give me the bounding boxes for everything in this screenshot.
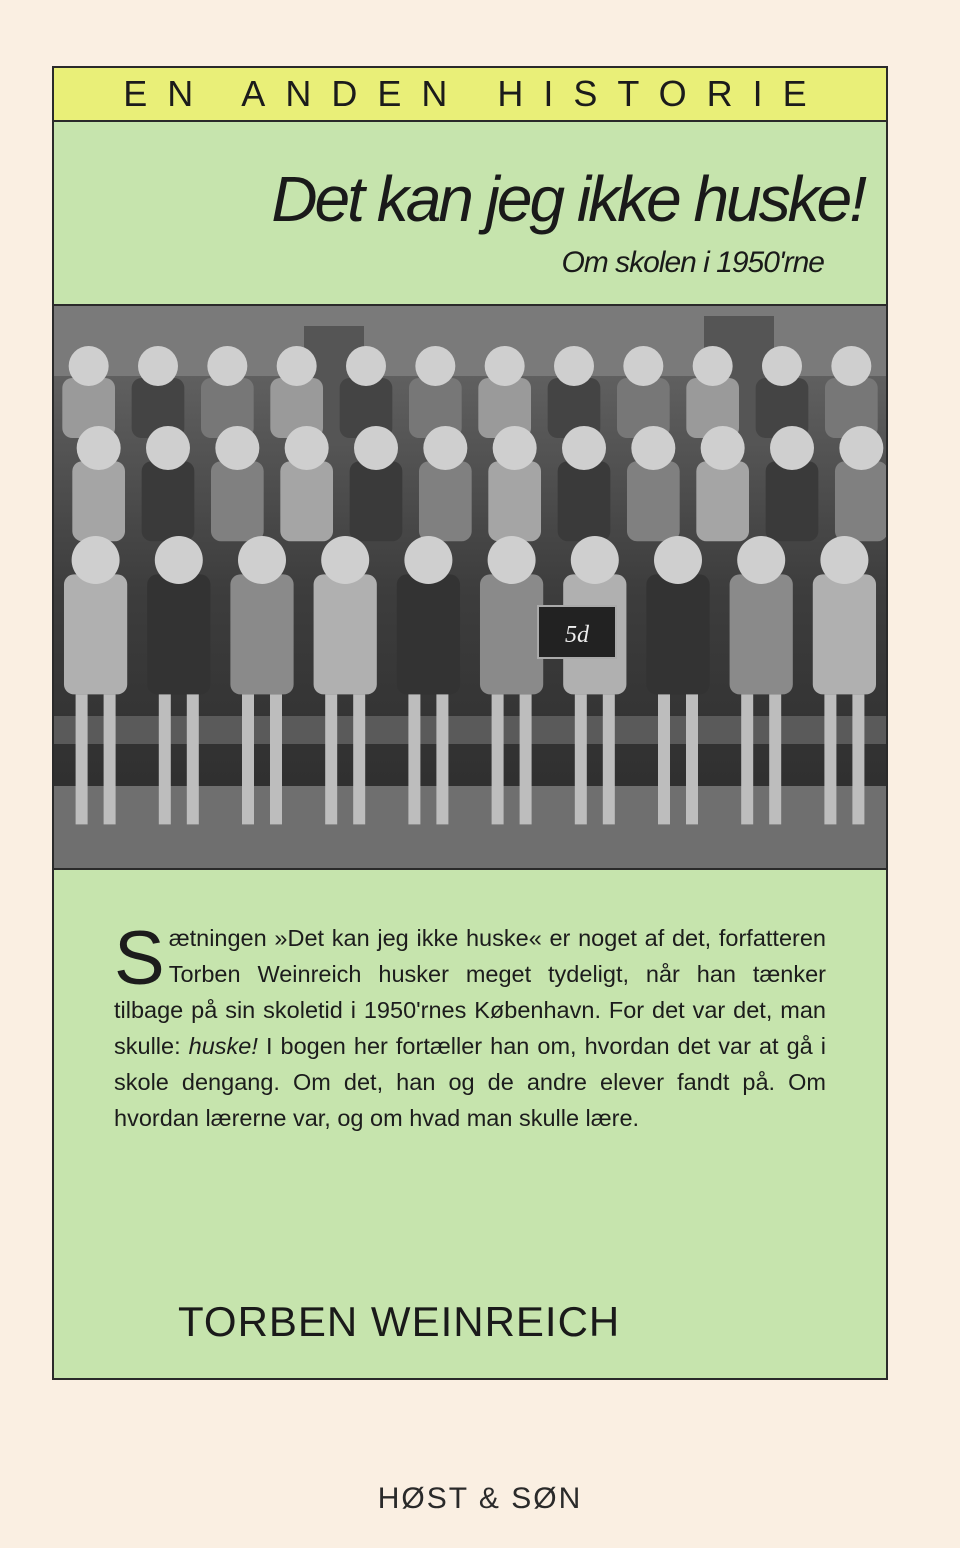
class-photo-image — [54, 306, 886, 870]
class-slate — [538, 606, 616, 658]
child-leg — [408, 694, 420, 824]
child-face — [493, 426, 537, 470]
child-figure — [488, 461, 541, 541]
child-figure — [280, 461, 333, 541]
child-leg — [187, 694, 199, 824]
slate-label: 5d — [565, 622, 589, 648]
child-face — [631, 426, 675, 470]
child-leg — [769, 694, 781, 824]
child-leg — [270, 694, 282, 824]
child-leg — [242, 694, 254, 824]
child-face — [404, 536, 452, 584]
blurb-text-2: I bogen her fortæller han om, hvordan det var at gå i skole dengang. Om det, han og de andre elever fandt på. Om hvordan lærerne var, og om hvad man skulle lære. — [114, 1033, 826, 1131]
child-face — [820, 536, 868, 584]
child-leg — [741, 694, 753, 824]
child-figure — [142, 461, 195, 541]
child-leg — [658, 694, 670, 824]
child-figure — [230, 574, 293, 694]
child-face — [701, 426, 745, 470]
child-face — [321, 536, 369, 584]
child-leg — [520, 694, 532, 824]
child-face — [562, 426, 606, 470]
blurb-dropcap: S — [114, 916, 165, 1001]
child-face — [238, 536, 286, 584]
child-leg — [325, 694, 337, 824]
child-face — [571, 536, 619, 584]
child-figure — [419, 461, 472, 541]
child-face — [354, 426, 398, 470]
child-figure — [766, 461, 819, 541]
child-figure — [397, 574, 460, 694]
child-leg — [492, 694, 504, 824]
child-figure — [696, 461, 749, 541]
child-face — [737, 536, 785, 584]
child-leg — [603, 694, 615, 824]
child-face — [207, 346, 247, 386]
child-leg — [104, 694, 116, 824]
child-face — [215, 426, 259, 470]
child-face — [138, 346, 178, 386]
child-face — [77, 426, 121, 470]
child-face — [423, 426, 467, 470]
child-leg — [159, 694, 171, 824]
child-face — [285, 426, 329, 470]
child-figure — [813, 574, 876, 694]
child-leg — [353, 694, 365, 824]
child-figure — [627, 461, 680, 541]
child-face — [554, 346, 594, 386]
author-name: TORBEN WEINREICH — [178, 1298, 621, 1345]
child-face — [831, 346, 871, 386]
child-figure — [646, 574, 709, 694]
child-face — [488, 536, 536, 584]
child-leg — [852, 694, 864, 824]
child-leg — [824, 694, 836, 824]
child-face — [415, 346, 455, 386]
child-leg — [76, 694, 88, 824]
child-face — [277, 346, 317, 386]
child-face — [839, 426, 883, 470]
book-subtitle: Om skolen i 1950'rne — [561, 246, 824, 279]
blurb-text-1: ætningen »Det kan jeg ikke huske« er noget af det, forfatteren Torben Weinreich husker meget tydeligt, når han tænker tilbage på sin skoletid i 1950'rnes København. For det var det, man skulle: — [114, 925, 826, 1059]
child-figure — [147, 574, 210, 694]
cover-frame — [52, 66, 888, 1380]
child-leg — [686, 694, 698, 824]
child-leg — [436, 694, 448, 824]
series-band — [54, 68, 886, 122]
blurb-emphasis: huske! — [188, 1033, 258, 1059]
child-figure — [730, 574, 793, 694]
child-figure — [64, 574, 127, 694]
child-face — [72, 536, 120, 584]
child-figure — [211, 461, 264, 541]
child-leg — [575, 694, 587, 824]
child-figure — [72, 461, 125, 541]
child-face — [69, 346, 109, 386]
publisher-name: HØST & SØN — [377, 1482, 583, 1515]
book-title: Det kan jeg ikke huske! — [271, 163, 864, 235]
child-figure — [480, 574, 543, 694]
child-face — [485, 346, 525, 386]
series-name: EN ANDEN HISTORIE — [123, 73, 827, 114]
child-face — [146, 426, 190, 470]
child-face — [346, 346, 386, 386]
child-figure — [314, 574, 377, 694]
child-face — [155, 536, 203, 584]
class-photo — [54, 304, 886, 870]
child-face — [770, 426, 814, 470]
child-face — [623, 346, 663, 386]
child-figure — [350, 461, 403, 541]
back-blurb — [114, 916, 826, 1136]
child-figure — [835, 461, 886, 541]
child-face — [693, 346, 733, 386]
child-figure — [558, 461, 611, 541]
child-face — [762, 346, 802, 386]
child-face — [654, 536, 702, 584]
